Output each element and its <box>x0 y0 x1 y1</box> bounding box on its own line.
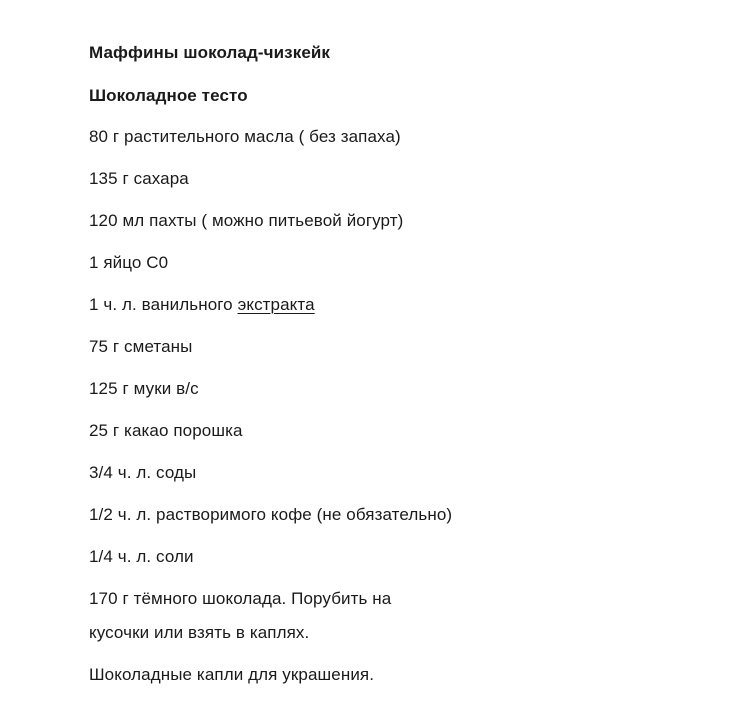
ingredient-flour: 125 г муки в/с <box>89 379 199 398</box>
ingredient-chocolate-line-2: кусочки или взять в каплях. <box>89 623 310 642</box>
ingredient-decoration: Шоколадные капли для украшения. <box>89 665 375 684</box>
ingredient-cocoa: 25 г какао порошка <box>89 421 243 440</box>
ingredient-chocolate-line-1: 170 г тёмного шоколада. Порубить на <box>89 589 392 608</box>
ingredient-sour-cream: 75 г сметаны <box>89 337 193 356</box>
ingredient-oil: 80 г растительного масла ( без запаха) <box>89 127 401 146</box>
section-heading: Шоколадное тесто <box>89 86 248 105</box>
ingredient-coffee: 1/2 ч. л. растворимого кофе (не обязательно) <box>89 505 453 524</box>
ingredient-sugar: 135 г сахара <box>89 169 189 188</box>
ingredient-egg: 1 яйцо С0 <box>89 253 169 272</box>
ingredient-buttermilk: 120 мл пахты ( можно питьевой йогурт) <box>89 211 404 230</box>
extract-link[interactable]: экстракта <box>237 295 315 314</box>
ingredient-salt: 1/4 ч. л. соли <box>89 547 194 566</box>
recipe-title: Маффины шоколад-чизкейк <box>89 43 331 62</box>
ingredient-soda: 3/4 ч. л. соды <box>89 463 197 482</box>
ingredient-vanilla <box>89 294 315 316</box>
ingredient-vanilla-text: 1 ч. л. ванильного <box>89 295 238 314</box>
